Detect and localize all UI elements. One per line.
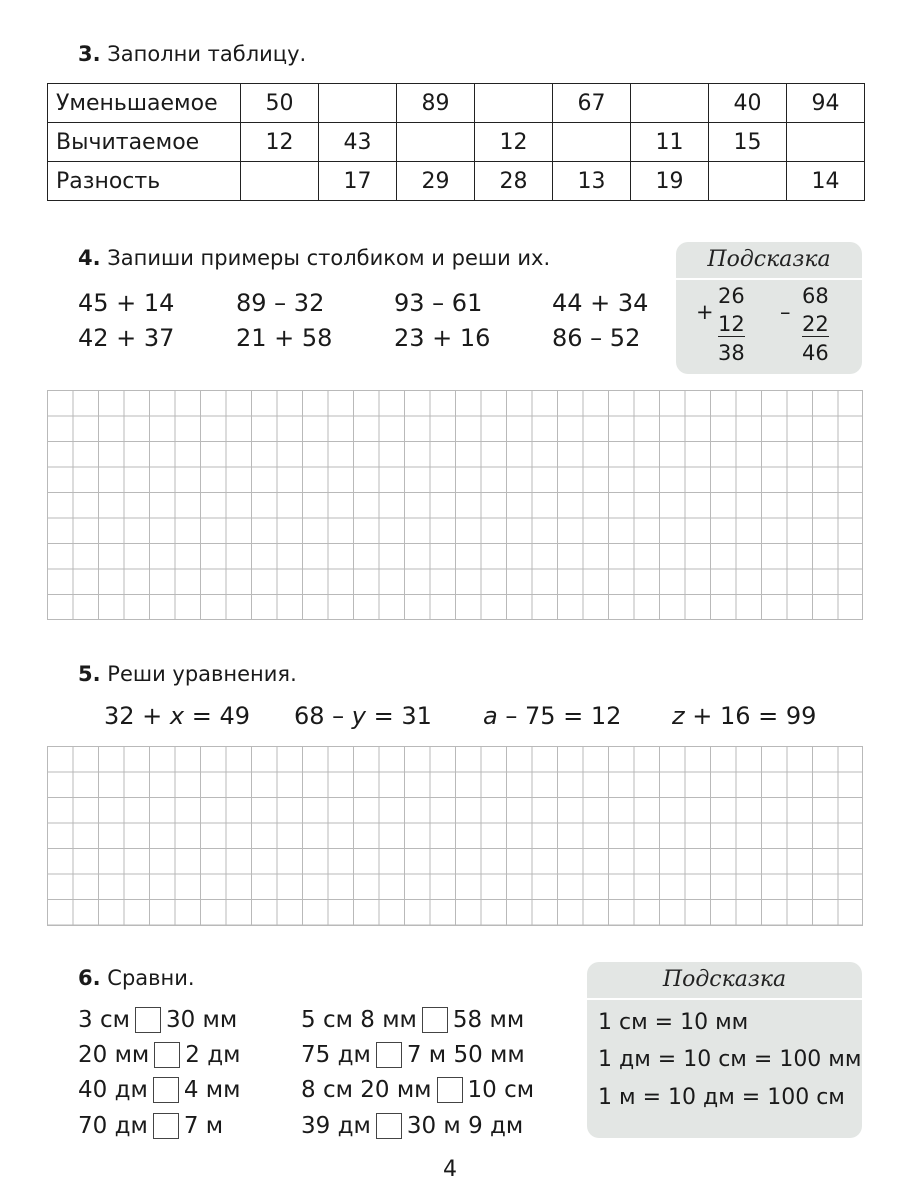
example: 93 – 61 xyxy=(394,289,483,317)
page-number: 4 xyxy=(443,1157,457,1182)
comparison-row xyxy=(78,1042,240,1068)
table-cell[interactable]: 89 xyxy=(397,84,475,123)
subtraction-table xyxy=(47,83,865,201)
table-row-minuend xyxy=(48,84,865,123)
equation xyxy=(294,702,432,730)
table-cell[interactable] xyxy=(241,162,319,201)
equation-part: 68 – xyxy=(294,702,352,730)
grid-workspace-task4[interactable] xyxy=(47,390,863,620)
task3-title: Заполни таблицу. xyxy=(107,42,307,66)
table-cell[interactable]: 28 xyxy=(475,162,553,201)
comparison-row xyxy=(78,1113,223,1139)
equation-part: – 75 = 12 xyxy=(497,702,622,730)
unit-conversion-line: 1 м = 10 дм = 100 см xyxy=(598,1085,845,1110)
table-cell[interactable]: 19 xyxy=(631,162,709,201)
compare-answer-box[interactable] xyxy=(154,1042,180,1068)
compare-right: 4 мм xyxy=(183,1077,241,1103)
row-label: Вычитаемое xyxy=(48,123,241,162)
task6-number: 6. xyxy=(78,966,101,990)
addend-1: 26 xyxy=(718,284,745,308)
table-cell[interactable]: 43 xyxy=(319,123,397,162)
table-cell[interactable]: 15 xyxy=(709,123,787,162)
comparison-row xyxy=(301,1042,525,1068)
example: 45 + 14 xyxy=(78,289,175,317)
sum: 38 xyxy=(718,341,745,365)
table-cell[interactable]: 29 xyxy=(397,162,475,201)
example: 89 – 32 xyxy=(236,289,325,317)
compare-answer-box[interactable] xyxy=(135,1007,161,1033)
compare-left: 70 дм xyxy=(78,1113,148,1139)
compare-right: 7 м 50 мм xyxy=(406,1042,525,1068)
table-cell[interactable]: 17 xyxy=(319,162,397,201)
variable: y xyxy=(351,702,366,730)
hint-title: Подсказка xyxy=(662,967,787,992)
comparison-row xyxy=(78,1077,241,1103)
compare-answer-box[interactable] xyxy=(437,1077,463,1103)
table-cell[interactable]: 12 xyxy=(241,123,319,162)
task5-title: Реши уравнения. xyxy=(107,662,297,686)
hint-box-column-arithmetic xyxy=(676,242,862,374)
minuend: 68 xyxy=(802,284,829,308)
task4-heading xyxy=(78,246,550,270)
task6-title: Сравни. xyxy=(107,966,195,990)
task6-heading xyxy=(78,966,195,990)
compare-right: 30 мм xyxy=(165,1007,238,1033)
row-label: Уменьшаемое xyxy=(48,84,241,123)
variable: x xyxy=(169,702,185,730)
plus-sign: + xyxy=(696,300,714,324)
table-cell[interactable]: 11 xyxy=(631,123,709,162)
equation-part: = 31 xyxy=(366,702,432,730)
table-cell[interactable]: 13 xyxy=(553,162,631,201)
subtrahend: 22 xyxy=(802,312,829,336)
compare-left: 5 см 8 мм xyxy=(301,1007,417,1033)
hint-title: Подсказка xyxy=(707,247,831,272)
compare-answer-box[interactable] xyxy=(153,1113,179,1139)
hint-divider xyxy=(587,998,862,1000)
example: 42 + 37 xyxy=(78,324,175,352)
compare-left: 39 дм xyxy=(301,1113,371,1139)
example: 23 + 16 xyxy=(394,324,491,352)
table-row-difference xyxy=(48,162,865,201)
compare-right: 2 дм xyxy=(185,1042,241,1068)
unit-conversion-line: 1 дм = 10 см = 100 мм xyxy=(598,1047,862,1072)
compare-right: 7 м xyxy=(183,1113,224,1139)
compare-left: 75 дм xyxy=(301,1042,371,1068)
compare-left: 40 дм xyxy=(78,1077,148,1103)
unit-conversion-line: 1 см = 10 мм xyxy=(598,1010,749,1035)
table-cell[interactable]: 94 xyxy=(787,84,865,123)
grid-workspace-task5[interactable] xyxy=(47,746,863,926)
example: 21 + 58 xyxy=(236,324,333,352)
compare-right: 30 м 9 дм xyxy=(406,1113,524,1139)
task5-number: 5. xyxy=(78,662,101,686)
table-cell[interactable] xyxy=(631,84,709,123)
table-cell[interactable]: 67 xyxy=(553,84,631,123)
compare-answer-box[interactable] xyxy=(376,1113,402,1139)
hint-divider xyxy=(676,278,862,280)
equation xyxy=(104,702,250,730)
equation xyxy=(483,702,621,730)
compare-right: 10 см xyxy=(467,1077,535,1103)
equation xyxy=(672,702,816,730)
compare-left: 20 мм xyxy=(78,1042,150,1068)
equation-part: = 49 xyxy=(184,702,251,730)
comparison-row xyxy=(78,1007,237,1033)
compare-left: 8 см 20 мм xyxy=(301,1077,432,1103)
table-cell[interactable] xyxy=(319,84,397,123)
example: 44 + 34 xyxy=(552,289,649,317)
task5-heading xyxy=(78,662,297,686)
row-label: Разность xyxy=(48,162,241,201)
difference: 46 xyxy=(802,341,829,365)
table-cell[interactable]: 12 xyxy=(475,123,553,162)
example: 86 – 52 xyxy=(552,324,641,352)
table-row-subtrahend xyxy=(48,123,865,162)
table-cell[interactable] xyxy=(709,162,787,201)
compare-answer-box[interactable] xyxy=(376,1042,402,1068)
task4-number: 4. xyxy=(78,246,101,270)
table-cell[interactable]: 14 xyxy=(787,162,865,201)
compare-left: 3 см xyxy=(78,1007,130,1033)
table-cell[interactable]: 40 xyxy=(709,84,787,123)
table-cell[interactable] xyxy=(475,84,553,123)
minus-sign: – xyxy=(780,300,791,324)
table-cell[interactable] xyxy=(787,123,865,162)
task3-heading xyxy=(78,42,306,66)
table-cell[interactable] xyxy=(397,123,475,162)
compare-answer-box[interactable] xyxy=(422,1007,448,1033)
task3-number: 3. xyxy=(78,42,101,66)
comparison-row xyxy=(301,1113,523,1139)
comparison-row xyxy=(301,1007,524,1033)
compare-right: 58 мм xyxy=(452,1007,525,1033)
comparison-row xyxy=(301,1077,534,1103)
variable: z xyxy=(672,702,685,730)
column-addition xyxy=(696,284,756,370)
addend-2: 12 xyxy=(718,312,745,336)
equation-part: + 16 = 99 xyxy=(684,702,817,730)
task4-title: Запиши примеры столбиком и реши их. xyxy=(107,246,551,270)
equation-part: 32 + xyxy=(104,702,170,730)
column-subtraction xyxy=(780,284,840,370)
table-cell[interactable]: 50 xyxy=(241,84,319,123)
variable: a xyxy=(483,702,498,730)
table-cell[interactable] xyxy=(553,123,631,162)
compare-answer-box[interactable] xyxy=(153,1077,179,1103)
